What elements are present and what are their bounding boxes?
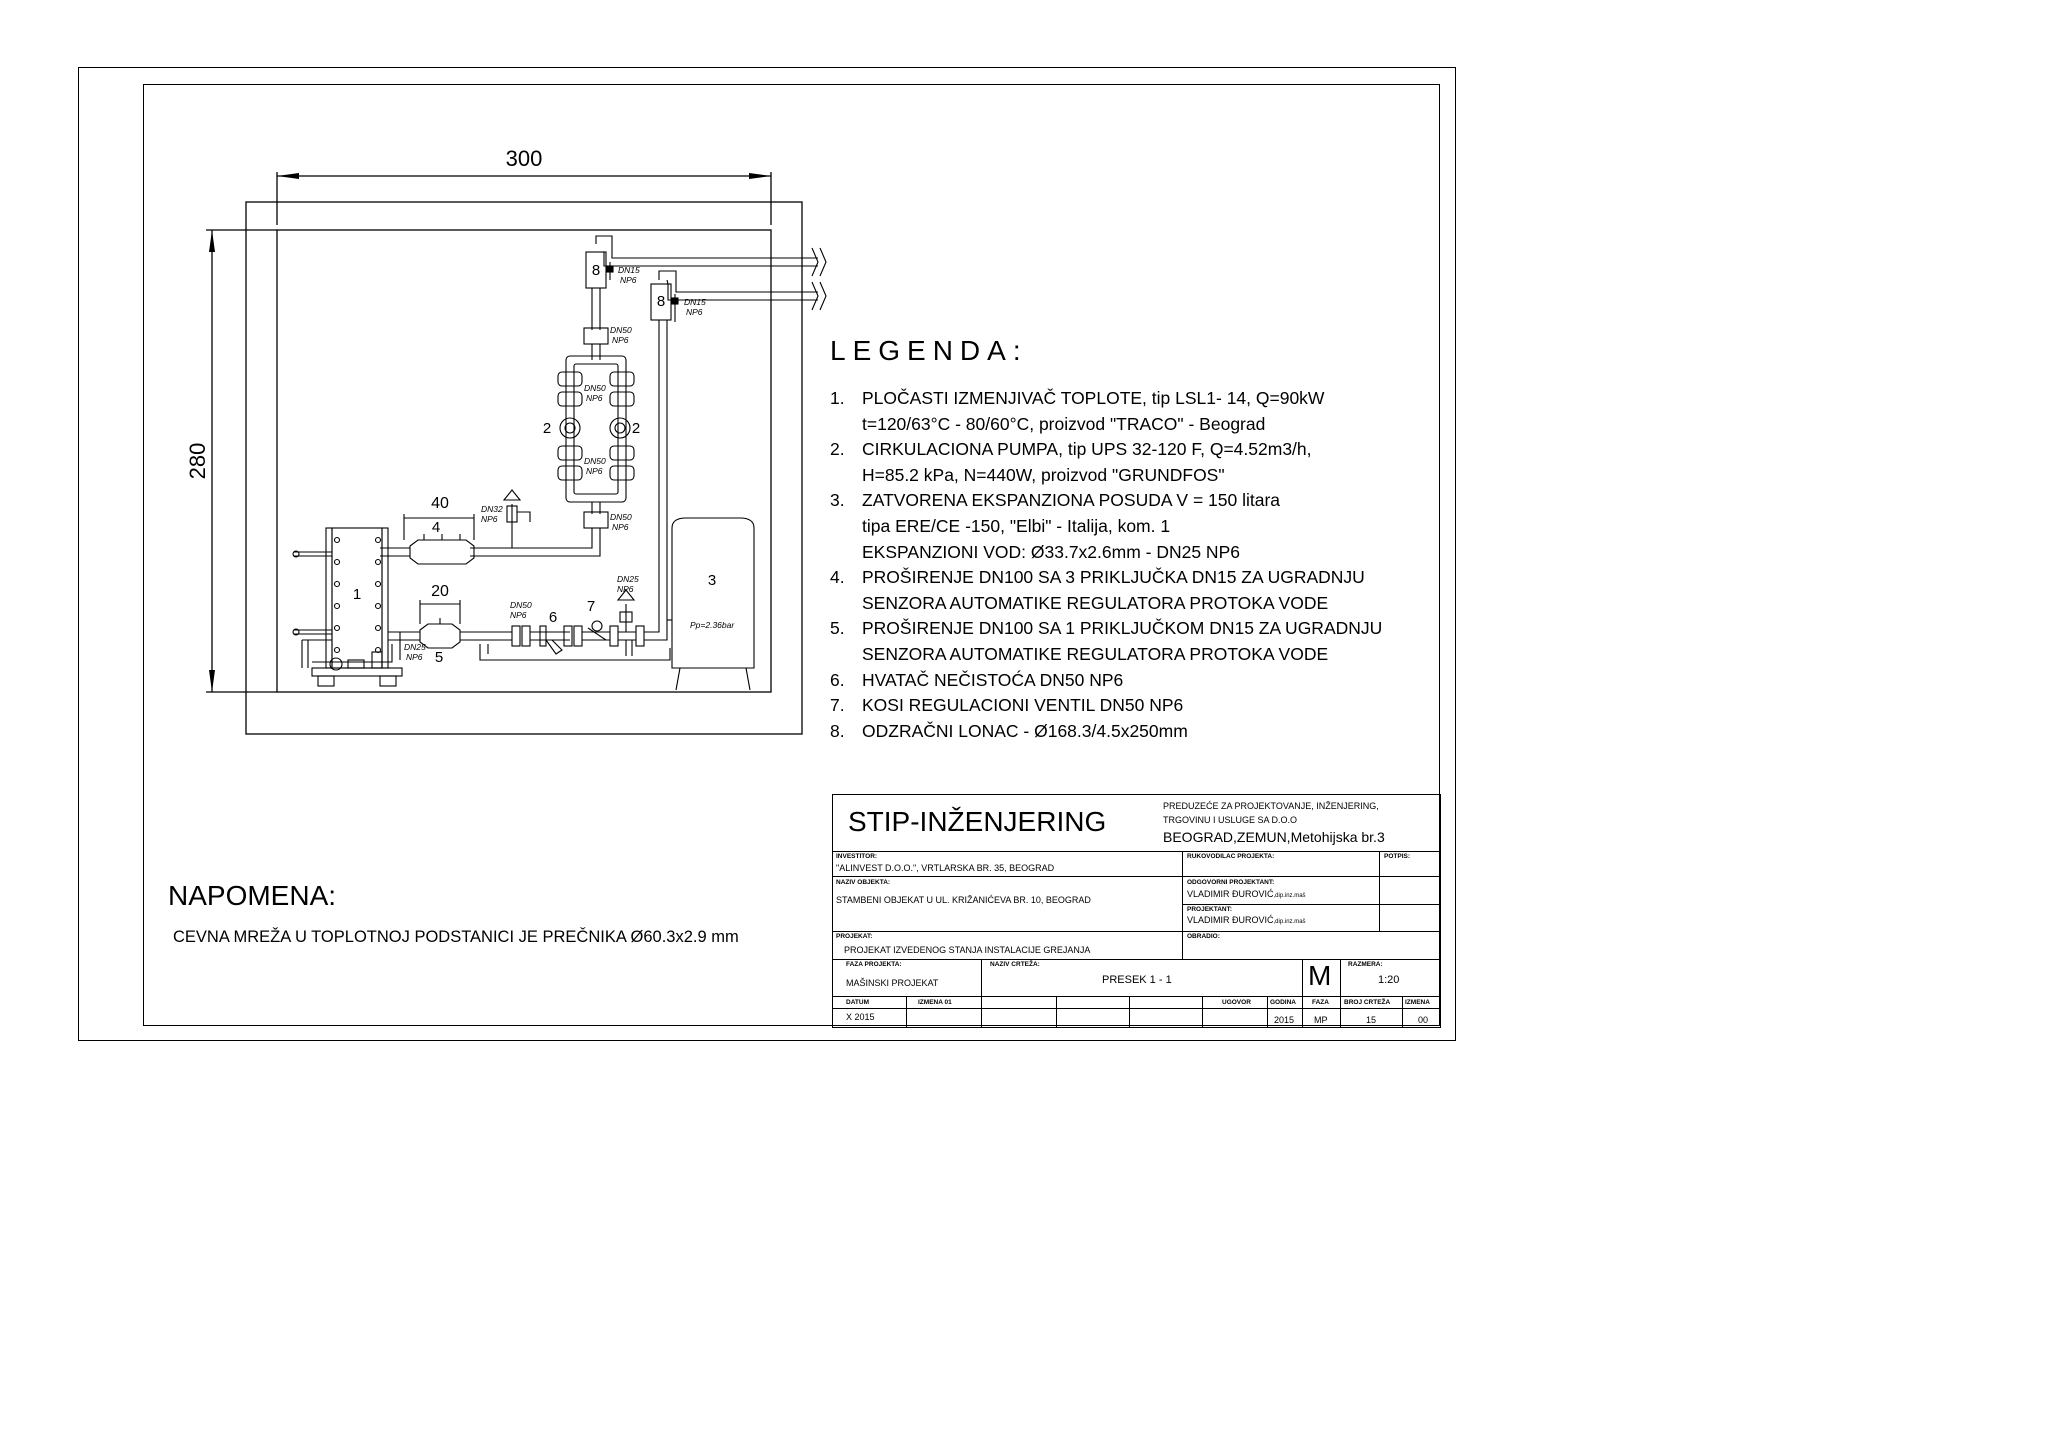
- izmena-column-label: IZMENA: [1405, 999, 1430, 1006]
- odgovorni-label: ODGOVORNI PROJEKTANT:: [1187, 879, 1275, 886]
- tag-dn50-bottom: DN50: [610, 512, 632, 522]
- projekat-value: PROJEKAT IZVEDENOG STANJA INSTALACIJE GREJANJA: [844, 945, 1091, 955]
- expansion-5: [420, 624, 460, 648]
- tag-np6-top: NP6: [612, 335, 629, 345]
- callout-8-top: 8: [591, 262, 601, 279]
- broj-crteza-label: BROJ CRTEŽA: [1344, 999, 1391, 1006]
- projektant-label: PROJEKTANT:: [1187, 906, 1233, 913]
- tag-tank-pressure: Pp=2.36bar: [690, 620, 735, 630]
- odgovorni-name: VLADIMIR ĐUROVIĆ: [1187, 889, 1274, 899]
- broj-crteza-value: 15: [1366, 1015, 1377, 1025]
- naziv-crteza-label: NAZIV CRTEŽA:: [990, 961, 1040, 968]
- strainer-6: [546, 640, 562, 654]
- legend-item-number: 5.: [830, 618, 845, 639]
- obradio-label: OBRADIO:: [1187, 933, 1220, 940]
- investitor-value: "ALINVEST D.O.O.", VRTLARSKA BR. 35, BEOGRAD: [836, 863, 1055, 873]
- legend-item-number: 3.: [830, 490, 845, 511]
- tag-dn32: DN32: [481, 504, 503, 514]
- pump-2-left: [560, 418, 580, 438]
- faza-label: FAZA: [1312, 999, 1329, 1006]
- room-outer-wall: [246, 202, 802, 734]
- naziv-objekta-value: STAMBENI OBJEKAT U UL. KRIŽANIĆEVA BR. 10, BEOGRAD: [836, 895, 1091, 905]
- legend-item-text: PROŠIRENJE DN100 SA 3 PRIKLJUČKA DN15 ZA UGRADNJU SENZORA AUTOMATIKE REGULATORA PROTOKA VODE: [862, 567, 1365, 613]
- callout-3: 3: [707, 572, 717, 589]
- faza-projekta-value: MAŠINSKI PROJEKAT: [846, 978, 939, 988]
- potpis-label: POTPIS:: [1384, 853, 1411, 860]
- note-text: CEVNA MREŽA U TOPLOTNOJ PODSTANICI JE PREČNIKA Ø60.3x2.9 mm: [173, 928, 739, 946]
- legend-item: [830, 719, 1382, 745]
- tag-np6-dn25-pump: NP6: [406, 652, 423, 662]
- callout-2-left: 2: [542, 420, 552, 437]
- legend-item-number: 2.: [830, 439, 845, 460]
- projektant-suffix: ,dip.inz.maš: [1273, 919, 1306, 925]
- faza-value: MP: [1314, 1015, 1328, 1025]
- company-name: STIP-INŽENJERING: [848, 806, 1107, 837]
- legend-item: [830, 616, 1382, 667]
- projektant-name: VLADIMIR ĐUROVIĆ: [1187, 915, 1274, 925]
- investitor-label: INVESTITOR:: [836, 853, 878, 860]
- callout-6: 6: [548, 609, 558, 626]
- callout-7: 7: [586, 598, 596, 615]
- pump-2-right: [610, 418, 630, 438]
- legend-item-number: 7.: [830, 695, 845, 716]
- dim-height-label: 280: [185, 442, 210, 480]
- godina-value: 2015: [1274, 1015, 1295, 1025]
- legend-item-text: PROŠIRENJE DN100 SA 1 PRIKLJUČKOM DN15 ZA UGRADNJU SENZORA AUTOMATIKE REGULATORA PROTOKA VODE: [862, 618, 1383, 664]
- callout-1: 1: [352, 586, 362, 603]
- godina-label: GODINA: [1270, 999, 1296, 1006]
- izmena-value: 00: [1418, 1015, 1429, 1025]
- legend-title: LEGENDA:: [830, 335, 1028, 366]
- pipe-outlet-second: [659, 271, 818, 292]
- legend-item: [830, 386, 1382, 437]
- tag-dn50-top: DN50: [610, 325, 632, 335]
- company-description-line: TRGOVINU I USLUGE SA D.O.O: [1163, 815, 1298, 825]
- naziv-crteza-value: PRESEK 1 - 1: [1102, 974, 1172, 986]
- callout-2-right: 2: [631, 420, 641, 437]
- tag-dn50-mid1: DN50: [584, 383, 606, 393]
- legend-item-text: ODZRAČNI LONAC - Ø168.3/4.5x250mm: [862, 720, 1188, 741]
- odgovorni-value: [1187, 889, 1306, 899]
- company-address: BEOGRAD,ZEMUN,Metohijska br.3: [1163, 829, 1385, 845]
- legend-item-text: CIRKULACIONA PUMPA, tip UPS 32-120 F, Q=4.52m3/h, H=85.2 kPa, N=440W, proizvod "GRUNDFOS": [862, 439, 1312, 485]
- legend-item: [830, 668, 1382, 694]
- expansion-4: [410, 540, 474, 564]
- pipe-outlet-top: [596, 236, 818, 258]
- dim-4-label: 40: [431, 495, 449, 512]
- legend-item-text: KOSI REGULACIONI VENTIL DN50 NP6: [862, 695, 1184, 716]
- projekat-label: PROJEKAT:: [836, 933, 873, 940]
- tag-dn50-low: DN50: [510, 600, 532, 610]
- flange-dn50-bottom: [584, 512, 608, 528]
- tag-np6-mid2: NP6: [586, 466, 603, 476]
- datum-label: DATUM: [846, 999, 869, 1006]
- dim-width-label: 300: [505, 146, 543, 171]
- faza-projekta-label: FAZA PROJEKTA:: [846, 961, 902, 968]
- tag-np6-mid1: NP6: [586, 393, 603, 403]
- legend-item-number: 1.: [830, 388, 845, 408]
- legend-item: [830, 437, 1382, 488]
- callout-8-second: 8: [656, 293, 666, 310]
- odgovorni-suffix: ,dip.inz.maš: [1273, 893, 1306, 899]
- legend-item: [830, 693, 1382, 719]
- tag-np6-b: NP6: [686, 307, 703, 317]
- flange-dn50-top: [584, 328, 608, 344]
- legend-item-number: 8.: [830, 720, 845, 741]
- naziv-objekta-label: NAZIV OBJEKTA:: [836, 879, 891, 886]
- tag-dn15-a: DN15: [618, 265, 640, 275]
- tag-dn25-top: DN25: [617, 574, 639, 584]
- legend-item: [830, 488, 1382, 565]
- ugovor-label: UGOVOR: [1222, 999, 1251, 1006]
- tag-dn25-pump: DN25: [404, 642, 426, 652]
- regulating-valve-7: [592, 621, 602, 631]
- razmera-label: RAZMERA:: [1348, 961, 1383, 968]
- projektant-value: [1187, 915, 1306, 925]
- legend-item-text: ZATVORENA EKSPANZIONA POSUDA V = 150 litara tipa ERE/CE -150, "Elbi" - Italija, kom. 1 EKSPANZIONI VOD: Ø33.7x2.6mm - DN25 NP6: [862, 490, 1281, 562]
- razmera-value: 1:20: [1378, 974, 1400, 986]
- tag-dn15-b: DN15: [684, 297, 706, 307]
- tag-dn50-mid2: DN50: [584, 456, 606, 466]
- tag-np6-bottom: NP6: [612, 522, 629, 532]
- company-description-line: PREDUZEĆE ZA PROJEKTOVANJE, INŽENJERING,: [1163, 801, 1379, 811]
- note-title: NAPOMENA:: [168, 880, 337, 911]
- datum-value: X 2015: [846, 1012, 875, 1022]
- callout-5: 5: [434, 649, 444, 666]
- legend-item-number: 4.: [830, 567, 845, 588]
- tag-np6-a: NP6: [620, 275, 637, 285]
- title-block-grid: [832, 794, 1441, 1028]
- legend-item-text: PLOČASTI IZMENJIVAČ TOPLOTE, tip LSL1- 14, Q=90kW t=120/63°C - 80/60°C, proizvod "TRACO" - Beograd: [862, 388, 1325, 434]
- izmena-01-label: IZMENA 01: [918, 999, 952, 1006]
- tag-np6-dn32: NP6: [481, 514, 498, 524]
- callout-4: 4: [431, 519, 441, 536]
- tag-np6-low: NP6: [510, 610, 527, 620]
- legend-item: [830, 565, 1382, 616]
- dim-5-label: 20: [431, 583, 449, 600]
- expansion-tank-3: [672, 518, 754, 668]
- legend-list: [830, 386, 1382, 744]
- legend-item-number: 6.: [830, 669, 845, 690]
- rukovodilac-label: RUKOVODILAC PROJEKTA:: [1187, 853, 1275, 860]
- legend-item-text: HVATAČ NEČISTOĆA DN50 NP6: [862, 669, 1124, 690]
- m-mark: M: [1308, 960, 1332, 991]
- tag-np6-dn25-top: NP6: [617, 584, 634, 594]
